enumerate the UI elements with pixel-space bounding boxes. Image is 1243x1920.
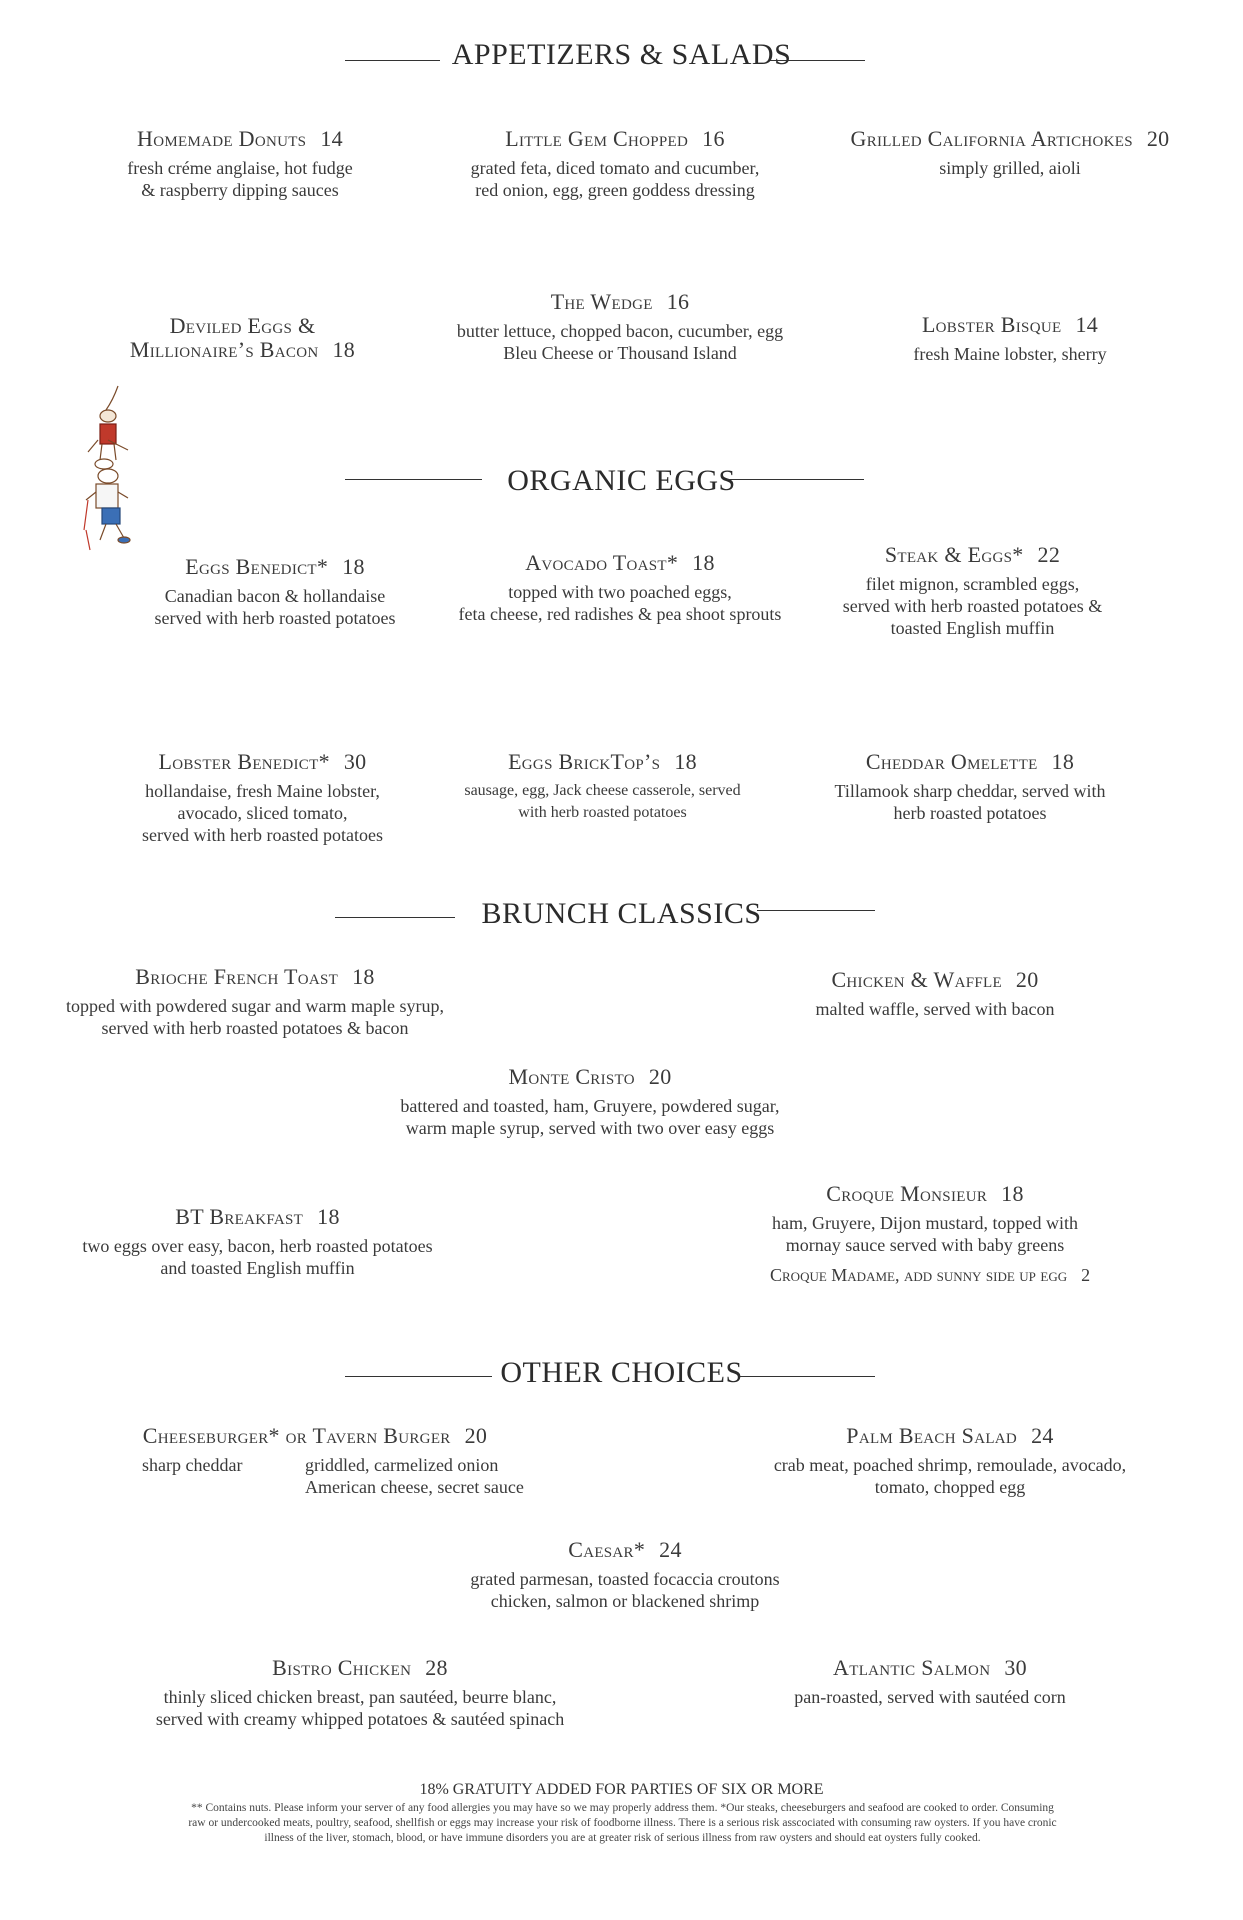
item-name: Deviled Eggs & [169, 313, 316, 338]
item-price: 18 [342, 554, 365, 579]
menu-item-atlantic-salmon [780, 1656, 1080, 1708]
item-price: 18 [674, 749, 697, 774]
item-desc-line: feta cheese, red radishes & pea shoot sprouts [458, 604, 782, 624]
item-price: 18 [692, 550, 715, 575]
item-desc-line: two eggs over easy, bacon, herb roasted potatoes [82, 1236, 433, 1256]
item-name: Croque Monsieur [826, 1181, 988, 1206]
item-price: 20 [1146, 126, 1170, 151]
section-rule-right [757, 910, 875, 911]
menu-item-steak-and-eggs [830, 543, 1115, 639]
item-price: 16 [702, 126, 725, 151]
item-name: Lobster Benedict* [158, 749, 330, 774]
item-desc-line: griddled, carmelized onion [305, 1455, 499, 1475]
item-price: 20 [464, 1423, 488, 1448]
item-desc-line: grated parmesan, toasted focaccia croutons [470, 1569, 780, 1589]
item-name: Millionaire’s Bacon [129, 337, 319, 362]
section-title-other: OTHER CHOICES [500, 1356, 743, 1389]
item-desc-line: served with herb roasted potatoes & bacon [101, 1018, 409, 1038]
item-desc-line: Tillamook sharp cheddar, served with [834, 781, 1106, 801]
menu-item-chicken-and-waffle [800, 968, 1070, 1020]
item-price: 16 [666, 289, 690, 314]
menu-item-avocado-toast [430, 551, 810, 625]
item-name: Brioche French Toast [135, 964, 339, 989]
item-desc-line: crab meat, poached shrimp, remoulade, avocado, [773, 1455, 1127, 1475]
disclaimer-line: ** Contains nuts. Please inform your server of any food allergies you may have so we may properly address them. *Our steaks, cheeseburgers and seafood are cooked to order. Consuming [191, 1802, 1054, 1814]
menu-item-eggs-benedict [140, 555, 410, 629]
item-name: Steak & Eggs* [884, 542, 1024, 567]
item-desc-line: battered and toasted, ham, Gruyere, powdered sugar, [400, 1096, 780, 1116]
item-price: 24 [659, 1537, 682, 1562]
menu-item-the-wedge [440, 290, 800, 364]
item-name: BT Breakfast [175, 1204, 304, 1229]
menu-item-cheddar-omelette [830, 750, 1110, 824]
menu-item-bt-breakfast [65, 1205, 450, 1279]
item-desc-line: tomato, chopped egg [874, 1477, 1026, 1497]
menu-item-little-gem-chopped [455, 127, 775, 201]
item-desc-line: Bleu Cheese or Thousand Island [503, 343, 737, 363]
item-name: The Wedge [550, 289, 653, 314]
item-name: Atlantic Salmon [833, 1655, 991, 1680]
item-name: Caesar* [568, 1537, 646, 1562]
item-desc-line: pan-roasted, served with sautéed corn [794, 1687, 1066, 1707]
disclaimer-line: raw or undercooked meats, poultry, seafood, shellfish or eggs may increase your risk of foodborne illness. There is a serious risk asscociated with consuming raw oysters. If you have cronic [188, 1817, 1057, 1829]
item-name: Chicken & Waffle [831, 967, 1002, 992]
item-price: 18 [1051, 749, 1075, 774]
item-desc-line: chicken, salmon or blackened shrimp [490, 1591, 760, 1611]
item-desc-line: and toasted English muffin [160, 1258, 355, 1278]
item-desc-line: fresh créme anglaise, hot fudge [127, 158, 353, 178]
item-desc-line: topped with powdered sugar and warm maple syrup, [66, 996, 444, 1016]
item-desc-line: malted waffle, served with bacon [815, 999, 1055, 1019]
item-desc-line: Canadian bacon & hollandaise [164, 586, 386, 606]
section-rule-right [727, 479, 864, 480]
item-desc-line: grated feta, diced tomato and cucumber, [470, 158, 760, 178]
item-desc-col: sharp cheddar [142, 1455, 243, 1475]
gratuity-notice: 18% GRATUITY ADDED FOR PARTIES OF SIX OR MORE [419, 1781, 824, 1798]
item-desc-line: avocado, sliced tomato, [177, 803, 348, 823]
menu-item-caesar [450, 1538, 800, 1612]
item-price: 30 [1004, 1655, 1027, 1680]
menu-item-lobster-bisque [890, 313, 1130, 365]
allergy-disclaimer [150, 1801, 1095, 1846]
item-name: Eggs BrickTop’s [508, 749, 661, 774]
item-desc-line: red onion, egg, green goddess dressing [475, 180, 755, 200]
menu-item-brioche-french-toast [45, 965, 465, 1039]
menu-item-lobster-benedict [125, 750, 400, 846]
item-price: 28 [425, 1655, 448, 1680]
item-desc-line: filet mignon, scrambled eggs, [865, 574, 1080, 594]
item-name: Palm Beach Salad [846, 1423, 1018, 1448]
section-rule-right [770, 60, 865, 61]
section-title-brunch: BRUNCH CLASSICS [481, 897, 762, 930]
item-price: 20 [1015, 967, 1039, 992]
item-desc-line: herb roasted potatoes [893, 803, 1047, 823]
item-desc-line: mornay sauce served with baby greens [785, 1235, 1065, 1255]
item-desc-line: with herb roasted potatoes [518, 804, 687, 821]
item-price: 20 [648, 1064, 672, 1089]
item-desc-line: toasted English muffin [890, 618, 1055, 638]
menu-item-croque-monsieur [770, 1181, 1091, 1286]
item-price: 18 [317, 1204, 340, 1229]
menu-item-grilled-artichokes [845, 127, 1175, 179]
item-desc-line: fresh Maine lobster, sherry [913, 344, 1107, 364]
menu-item-monte-cristo [370, 1065, 810, 1139]
item-price: 18 [1001, 1181, 1024, 1206]
menu-item-eggs-bricktops [450, 750, 755, 824]
item-desc-line: warm maple syrup, served with two over easy eggs [405, 1118, 775, 1138]
section-title-eggs: ORGANIC EGGS [507, 464, 736, 497]
item-desc-line: served with herb roasted potatoes [154, 608, 396, 628]
item-price: 14 [1075, 312, 1099, 337]
item-price: 18 [332, 337, 356, 362]
item-price: 14 [320, 126, 343, 151]
item-price: 30 [343, 749, 367, 774]
item-price: 18 [352, 964, 375, 989]
item-name: Cheddar Omelette [865, 749, 1038, 774]
item-desc-line: butter lettuce, chopped bacon, cucumber, egg [456, 321, 784, 341]
item-price: 24 [1031, 1423, 1054, 1448]
item-desc-line: topped with two poached eggs, [508, 582, 732, 602]
section-rule-right [740, 1376, 875, 1377]
item-addon-price: 2 [1081, 1265, 1091, 1285]
item-name: Little Gem Chopped [505, 126, 689, 151]
item-name: Eggs Benedict* [185, 554, 329, 579]
item-name: Monte Cristo [508, 1064, 635, 1089]
item-desc-line: & raspberry dipping sauces [141, 180, 339, 200]
item-desc-line: hollandaise, fresh Maine lobster, [145, 781, 380, 801]
item-name: Lobster Bisque [921, 312, 1062, 337]
item-addon: Croque Madame, add sunny side up egg [770, 1265, 1068, 1285]
item-desc-line: ham, Gruyere, Dijon mustard, topped with [772, 1213, 1078, 1233]
item-desc-line: served with creamy whipped potatoes & sautéed spinach [155, 1709, 565, 1729]
item-desc-line: thinly sliced chicken breast, pan sautéed, beurre blanc, [163, 1687, 557, 1707]
item-price: 22 [1037, 542, 1061, 567]
item-name: Avocado Toast* [525, 550, 679, 575]
item-name: Grilled California Artichokes [850, 126, 1133, 151]
item-name: Homemade Donuts [137, 126, 307, 151]
disclaimer-line: illness of the liver, stomach, blood, or have immune disorders you are at greater risk of serious illness from raw oysters and should eat oysters fully cooked. [264, 1832, 981, 1844]
item-desc-line: American cheese, secret sauce [305, 1477, 524, 1497]
item-name: Cheeseburger* or Tavern Burger [142, 1423, 451, 1448]
menu-item-burger [140, 1424, 540, 1498]
item-name: Bistro Chicken [272, 1655, 412, 1680]
item-desc-line: served with herb roasted potatoes & [842, 596, 1103, 616]
menu-item-palm-beach-salad [760, 1424, 1140, 1498]
menu-item-homemade-donuts [110, 127, 370, 201]
section-title-appetizers: APPETIZERS & SALADS [451, 38, 792, 71]
menu-item-bistro-chicken [130, 1656, 590, 1730]
item-desc-line: simply grilled, aioli [939, 158, 1081, 178]
item-desc-line: sausage, egg, Jack cheese casserole, served [464, 782, 741, 799]
item-desc-line: served with herb roasted potatoes [142, 825, 383, 845]
menu-item-deviled-eggs [120, 314, 365, 362]
